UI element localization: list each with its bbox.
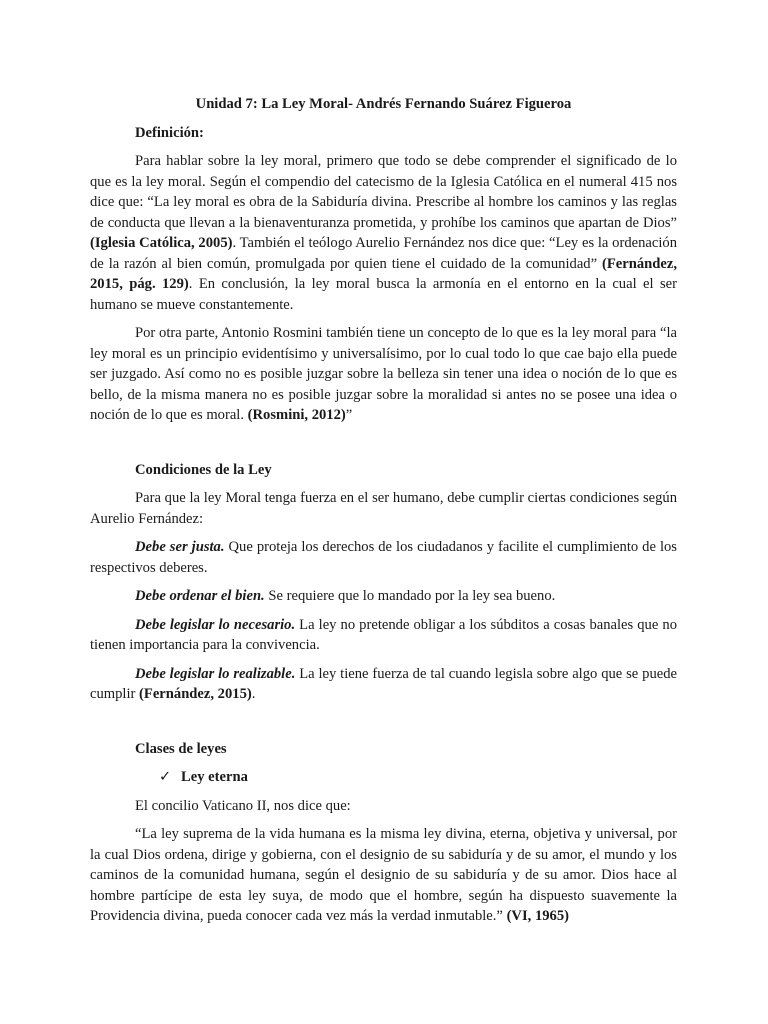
text-span: ” xyxy=(345,407,353,423)
condition-term: Debe legislar lo realizable. xyxy=(135,665,296,682)
condition-text: La ley tiene fuerza de tal cuando legisla sobre algo que se puede cumplir xyxy=(90,665,677,702)
condition-term: Debe legislar lo necesario. xyxy=(135,616,296,633)
text-span: Por otra parte, Antonio Rosmini también tiene un concepto de lo que es la ley moral para “la ley moral es un principio evidentísimo y universalísimo, por lo cual todo lo que cae bajo ella puede ser juzgado. Así como no es posible juzgar sobre la belleza sin tener una idea o noción de lo que es bello, de la misma manera no es posible juzgar sobre la moralidad si antes no se posee una idea o noción de lo que es moral. xyxy=(90,325,677,423)
condition-item xyxy=(90,586,677,607)
quote-text: “La ley suprema de la vida humana es la misma ley divina, eterna, objetiva y universal, por la cual Dios ordena, dirige y gobierna, con el designio de su sabiduría y de su amor, el mundo y los caminos de la comunidad humana, según el designio de su sabiduría y de su amor. Dios hace al hombre partícipe de esta ley suya, de modo que el hombre, según ha dispuesto suavemente la Providencia divina, pueda conocer cada vez más la verdad inmutable.” xyxy=(90,826,677,924)
classes-heading: Clases de leyes xyxy=(135,740,227,757)
classes-intro: El concilio Vaticano II, nos dice que: xyxy=(135,797,351,814)
list-item-label: Ley eterna xyxy=(181,769,248,785)
condition-text: Que proteja los derechos de los ciudadanos y facilite el cumplimiento de los respectivos deberes. xyxy=(90,539,677,576)
condition-text: La ley no pretende obligar a los súbditos a cosas banales que no tienen importancia para la convivencia. xyxy=(90,616,677,653)
text-span: . También el teólogo Aurelio Fernández nos dice que: “Ley es la ordenación de la razón al bien común, promulgada por quien tiene el cuidado de la comunidad” xyxy=(90,235,677,272)
citation: (Fernández, 2015) xyxy=(139,686,252,702)
conditions-heading: Condiciones de la Ley xyxy=(135,461,272,478)
citation: (Rosmini, 2012) xyxy=(247,407,346,423)
citation: (Fernández, 2015, pág. 129) xyxy=(90,255,677,292)
condition-text: Se requiere que lo mandado por la ley sea bueno. xyxy=(264,588,556,604)
condition-term: Debe ser justa. xyxy=(135,539,225,555)
list-item-ley-eterna xyxy=(159,767,677,788)
citation: (Iglesia Católica, 2005) xyxy=(90,235,233,251)
check-icon: ✓ xyxy=(159,769,172,785)
conditions-intro: Para que la ley Moral tenga fuerza en el ser humano, debe cumplir ciertas condiciones según Aurelio Fernández: xyxy=(90,490,677,527)
document-title: Unidad 7: La Ley Moral- Andrés Fernando Suárez Figueroa xyxy=(195,96,572,112)
condition-term: Debe ordenar el bien. xyxy=(135,588,265,604)
condition-item xyxy=(90,537,677,578)
condition-item xyxy=(90,664,677,705)
condition-item xyxy=(90,615,677,656)
document-page xyxy=(90,94,677,935)
text-span: . En conclusión, la ley moral busca la armonía en el entorno en la cual el ser humano se mueve constantemente. xyxy=(90,276,677,313)
text-span: Para hablar sobre la ley moral, primero que todo se debe comprender el significado de lo que es la ley moral. Según el compendio del catecismo de la Iglesia Católica en el numeral 415 nos dice que: “La ley moral es obra de la Sabiduría divina. Prescribe al hombre los caminos y las reglas de conducta que llevan a la bienaventuranza prometida, y prohíbe los caminos que apartan de Dios” xyxy=(90,153,677,231)
definition-paragraph-2 xyxy=(90,323,677,426)
definition-heading: Definición: xyxy=(135,124,204,141)
citation: (VI, 1965) xyxy=(506,908,569,924)
quote-paragraph xyxy=(90,824,677,927)
text-span: . xyxy=(251,686,256,702)
definition-paragraph-1 xyxy=(90,151,677,315)
